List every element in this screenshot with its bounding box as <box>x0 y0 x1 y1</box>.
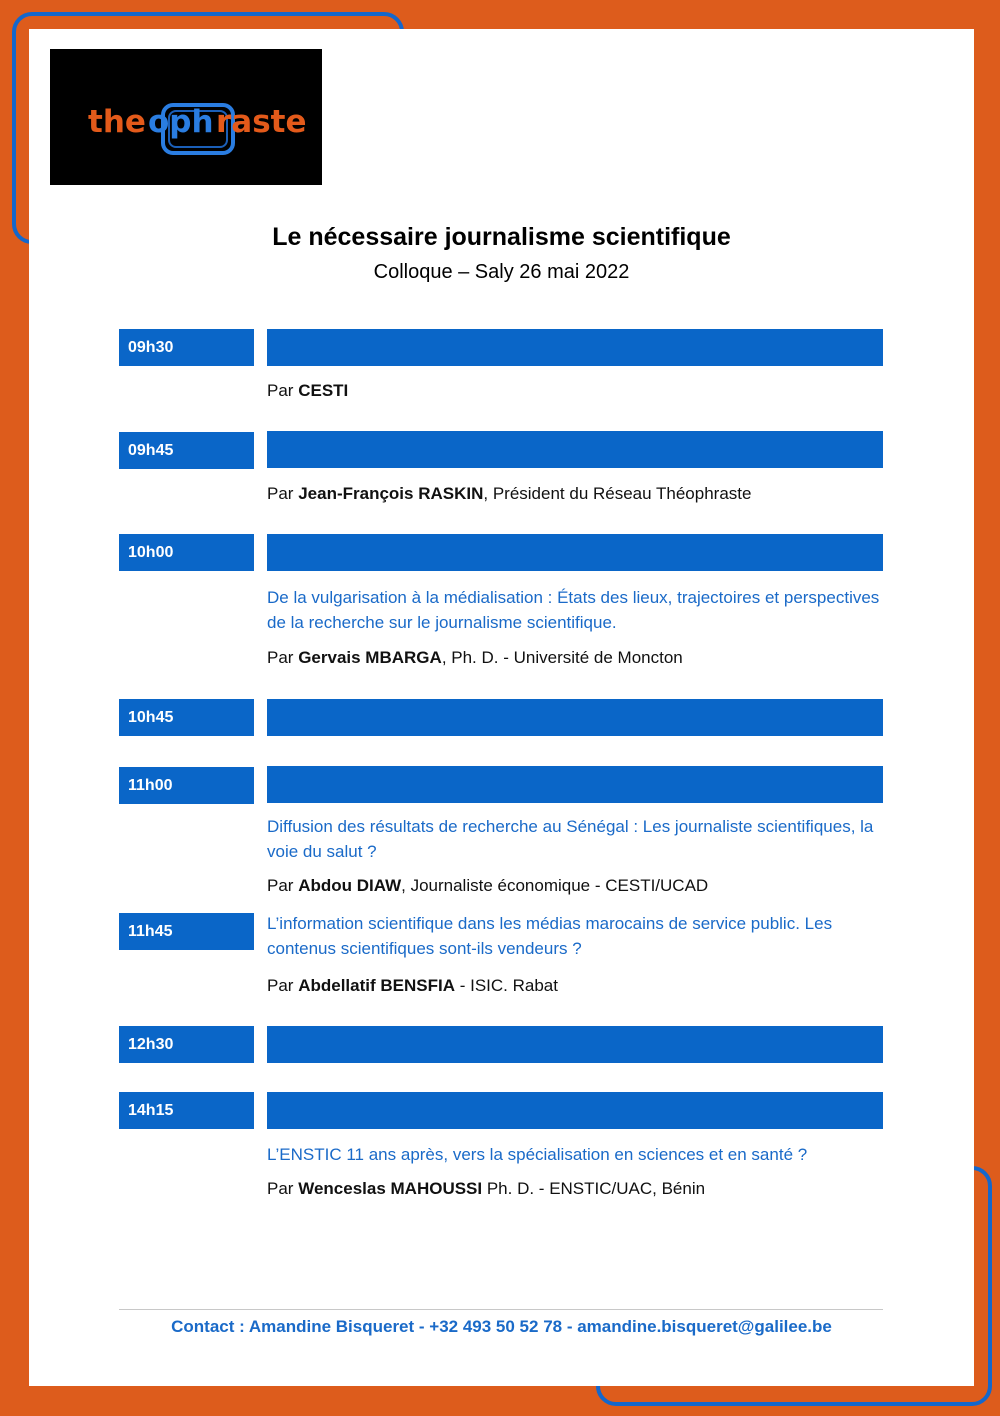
time-label: 12h30 <box>119 1026 254 1063</box>
time-label: 10h00 <box>119 534 254 571</box>
theophraste-logo <box>50 49 322 185</box>
session-bar <box>267 431 883 468</box>
speaker-name: Abdou DIAW <box>298 876 402 895</box>
speaker-name: CESTI <box>298 381 349 400</box>
time-label: 09h45 <box>119 432 254 469</box>
talk-title: L’information scientifique dans les médias marocains de service public. Les contenus scientifiques sont-ils vendeurs ? <box>267 914 833 958</box>
speaker-line <box>267 876 883 896</box>
talk-title: L’ENSTIC 11 ans après, vers la spécialisation en sciences et en santé ? <box>267 1145 808 1164</box>
document-page <box>29 29 974 1386</box>
page-subtitle: Colloque – Saly 26 mai 2022 <box>373 261 630 283</box>
page-title: Le nécessaire journalisme scientifique <box>272 223 731 251</box>
time-label: 14h15 <box>119 1092 254 1129</box>
footer-divider <box>119 1309 883 1310</box>
speaker-prefix: Par <box>267 1179 294 1198</box>
time-label: 10h45 <box>119 699 254 736</box>
speaker-line <box>267 648 883 668</box>
speaker-line <box>267 381 883 401</box>
talk-title: Diffusion des résultats de recherche au Sénégal : Les journaliste scientifiques, la voie du salut ? <box>267 817 874 861</box>
talk-title: De la vulgarisation à la médialisation : États des lieux, trajectoires et perspectives de la recherche sur le journalisme scientifique. <box>267 588 880 632</box>
logo-text-middle: oph <box>148 104 214 140</box>
speaker-name: Abdellatif BENSFIA <box>298 976 455 995</box>
speaker-affiliation: , Ph. D. - Université de Moncton <box>441 648 683 667</box>
speaker-line <box>267 484 883 504</box>
time-label: 11h00 <box>119 767 254 804</box>
session-bar <box>267 699 883 736</box>
time-label: 09h30 <box>119 329 254 366</box>
speaker-name: Jean-François RASKIN <box>298 484 484 503</box>
speaker-affiliation: , Journaliste économique - CESTI/UCAD <box>401 876 709 895</box>
session-bar <box>267 766 883 803</box>
speaker-affiliation: - ISIC. Rabat <box>455 976 558 995</box>
session-bar <box>267 1026 883 1063</box>
speaker-prefix: Par <box>267 484 294 503</box>
speaker-prefix: Par <box>267 976 294 995</box>
speaker-name: Gervais MBARGA <box>298 648 442 667</box>
logo-mark <box>50 49 322 185</box>
contact-line[interactable]: Contact : Amandine Bisqueret - +32 493 50 52 78 - amandine.bisqueret@galilee.be <box>171 1317 832 1336</box>
speaker-name: Wenceslas MAHOUSSI <box>298 1179 483 1198</box>
session-bar <box>267 534 883 571</box>
speaker-prefix: Par <box>267 381 294 400</box>
session-bar <box>267 1092 883 1129</box>
speaker-affiliation: , Président du Réseau Théophraste <box>483 484 752 503</box>
speaker-affiliation: Ph. D. - ENSTIC/UAC, Bénin <box>482 1179 706 1198</box>
logo-text-left: the <box>88 104 146 140</box>
speaker-line <box>267 1179 883 1199</box>
logo-text-right: raste <box>216 104 307 140</box>
speaker-prefix: Par <box>267 648 294 667</box>
session-bar <box>267 329 883 366</box>
speaker-prefix: Par <box>267 876 294 895</box>
time-label: 11h45 <box>119 913 254 950</box>
speaker-line <box>267 976 883 996</box>
